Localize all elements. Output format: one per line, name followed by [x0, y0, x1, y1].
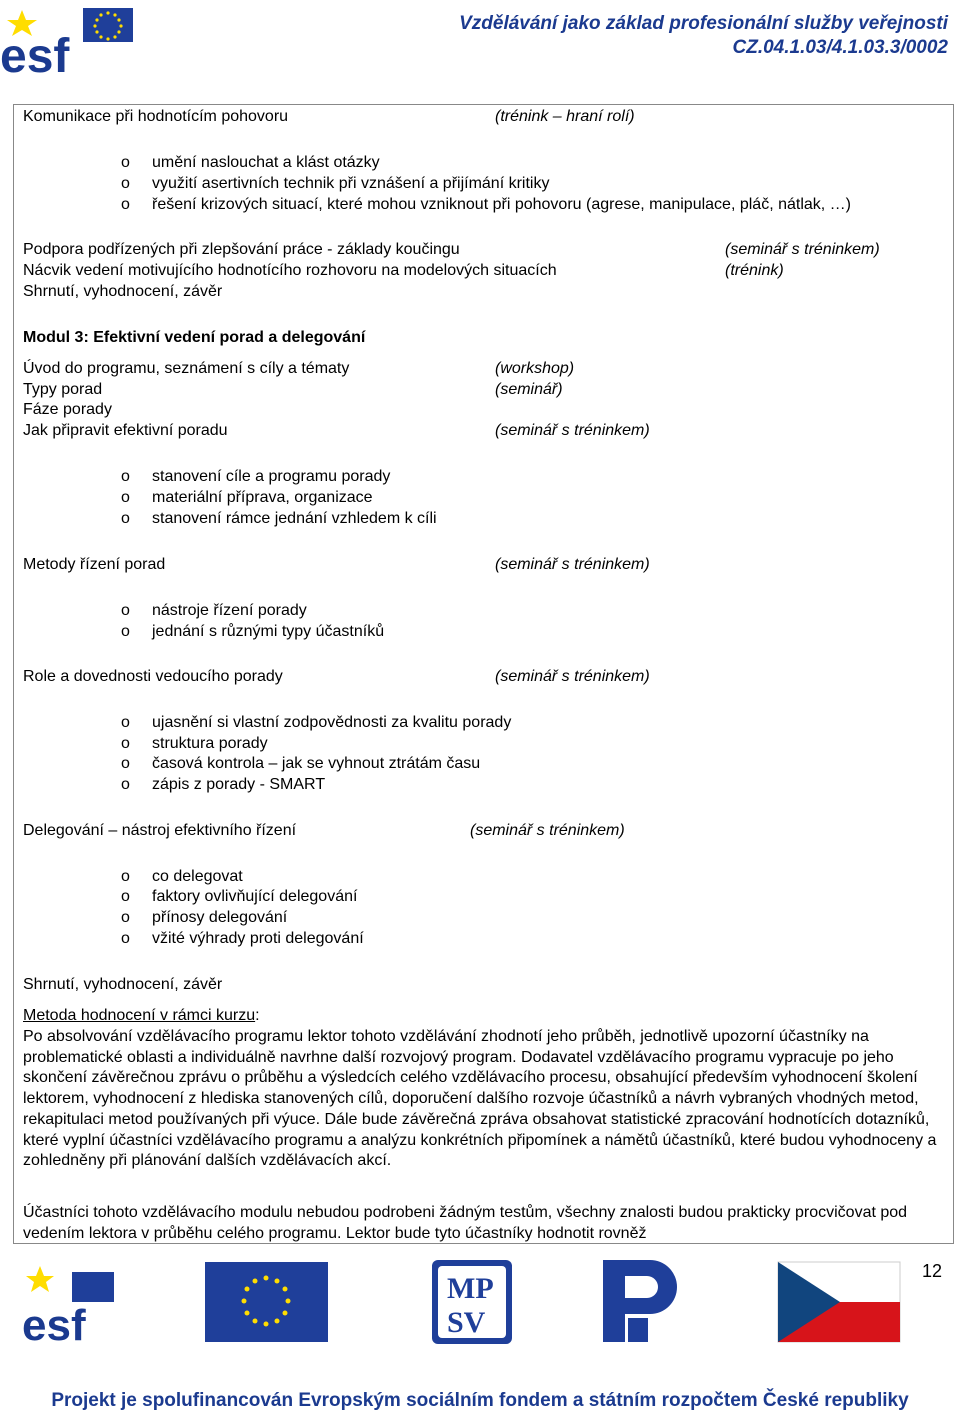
list-item: o jednání s různými typy účastníků [152, 622, 384, 642]
evaluation-label-text: Metoda hodnocení v rámci kurzu [23, 1007, 256, 1024]
program-item: Nácvik vedení motivujícího hodnotícího rozhovoru na modelových situacích [23, 262, 557, 279]
program-item-mode: (seminář s tréninkem) [495, 668, 650, 685]
section-title: Komunikace při hodnotícím pohovoru [23, 108, 289, 125]
list-item: o ujasnění si vlastní zodpovědnosti za kvalitu porady [152, 713, 511, 733]
list-item: o materiální příprava, organizace [152, 488, 373, 508]
list-item: o stanovení cíle a programu porady [152, 467, 390, 487]
czech-flag-logo [778, 1262, 900, 1342]
svg-text:esf: esf [0, 30, 70, 76]
partner-logos [0, 1258, 960, 1348]
list-item: o zápis z porady - SMART [152, 775, 325, 795]
list-item: o stanovení rámce jednání vzhledem k cíli [152, 509, 437, 529]
program-item: Fáze porady [23, 401, 112, 418]
program-item: Metody řízení porad [23, 556, 166, 573]
evaluation-paragraph-2: Účastníci tohoto vzdělávacího modulu nebudou podrobeni žádným testům, všechny znalosti budou prakticky procvičovat pod vedením lektora v průběhu celého programu. Lektor bude tyto účastníky hodnotit rovněž [23, 1204, 908, 1242]
svg-text:SV: SV [447, 1306, 486, 1339]
footer-text: Projekt je spolufinancován Evropským sociálním fondem a státním rozpočtem České republiky [51, 1390, 909, 1411]
eu-flag-logo [205, 1262, 328, 1342]
header-line-2: CZ.04.1.03/4.1.03.3/0002 [732, 37, 948, 58]
list-item: o přínosy delegování [152, 908, 287, 928]
evaluation-paragraph-1: Po absolvování vzdělávacího programu lektor tohoto vzdělávání zhodnotí jeho průběh, jednotlivě upozorní účastníky na problematické oblasti a individuálně navrhne další rozvojový program. Dodavatel vzdělávacího programu vypracuje po jeho skončení závěrečnou zprávu o průběhu a výsledcích celého vzdělávacího procesu, obsahující především vyhodnocení školení lektorem, vyhodnocení z hlediska stanovených cílů, doporučení dalšího rozvoje účastníků a návrh vybraných vhodných metod, rekapitulaci metod používaných při výuce. Dále bude závěrečná zpráva obsahovat statistické zpracování hodnotících dotazníků, které vyplní účastníci vzdělávacího programu a analýzu konkrétních připomínek a námětů účastníků, které budou vyhodnoceny a zohledněny při plánování dalších vzdělávacích akcí. [23, 1028, 937, 1170]
esf-footer-logo [22, 1266, 114, 1348]
program-item: Typy porad [23, 381, 103, 398]
list-item: o řešení krizových situací, které mohou vzniknout při pohovoru (agrese, manipulace, pláč, nátlak, …) [152, 195, 851, 215]
program-item: Shrnutí, vyhodnocení, závěr [23, 976, 223, 993]
program-item-mode: (seminář) [495, 381, 563, 398]
program-item-mode: (trénink) [725, 262, 784, 279]
program-item-mode: (seminář s tréninkem) [470, 822, 625, 839]
svg-text:esf: esf [22, 1301, 86, 1348]
partner-p-logo [603, 1260, 677, 1342]
list-item: o vžité výhrady proti delegování [152, 929, 364, 949]
list-item: o co delegovat [152, 867, 243, 887]
list-item: o časová kontrola – jak se vyhnout ztrátám času [152, 754, 480, 774]
program-item-mode: (seminář s tréninkem) [495, 422, 650, 439]
page-number: 12 [922, 1261, 943, 1281]
svg-text:MP: MP [447, 1272, 494, 1305]
program-item: Podpora podřízených při zlepšování práce - základy koučingu [23, 241, 460, 258]
program-item: Role a dovednosti vedoucího porady [23, 668, 283, 685]
list-item: o nástroje řízení porady [152, 601, 307, 621]
program-item: Delegování – nástroj efektivního řízení [23, 822, 297, 839]
list-item: o využití asertivních technik při vznášení a přijímání kritiky [152, 174, 549, 194]
evaluation-label [23, 1006, 260, 1026]
list-item: o umění naslouchat a klást otázky [152, 153, 380, 173]
module-heading: Modul 3: Efektivní vedení porad a delegování [23, 329, 366, 346]
program-item-mode: (seminář s tréninkem) [725, 241, 880, 258]
mpsv-logo [432, 1260, 512, 1344]
section-mode: (trénink – hraní rolí) [495, 108, 635, 125]
program-item-mode: (seminář s tréninkem) [495, 556, 650, 573]
program-item: Shrnutí, vyhodnocení, závěr [23, 283, 223, 300]
header-line-1: Vzdělávání jako základ profesionální služby veřejnosti [459, 13, 948, 34]
evaluation-label-colon: : [255, 1007, 260, 1024]
program-item: Úvod do programu, seznámení s cíly a tématy [23, 360, 350, 377]
header-title [459, 12, 948, 60]
list-item: o faktory ovlivňující delegování [152, 887, 357, 907]
list-item: o struktura porady [152, 734, 268, 754]
esf-logo [0, 4, 140, 81]
program-item: Jak připravit efektivní poradu [23, 422, 228, 439]
program-item-mode: (workshop) [495, 360, 575, 377]
